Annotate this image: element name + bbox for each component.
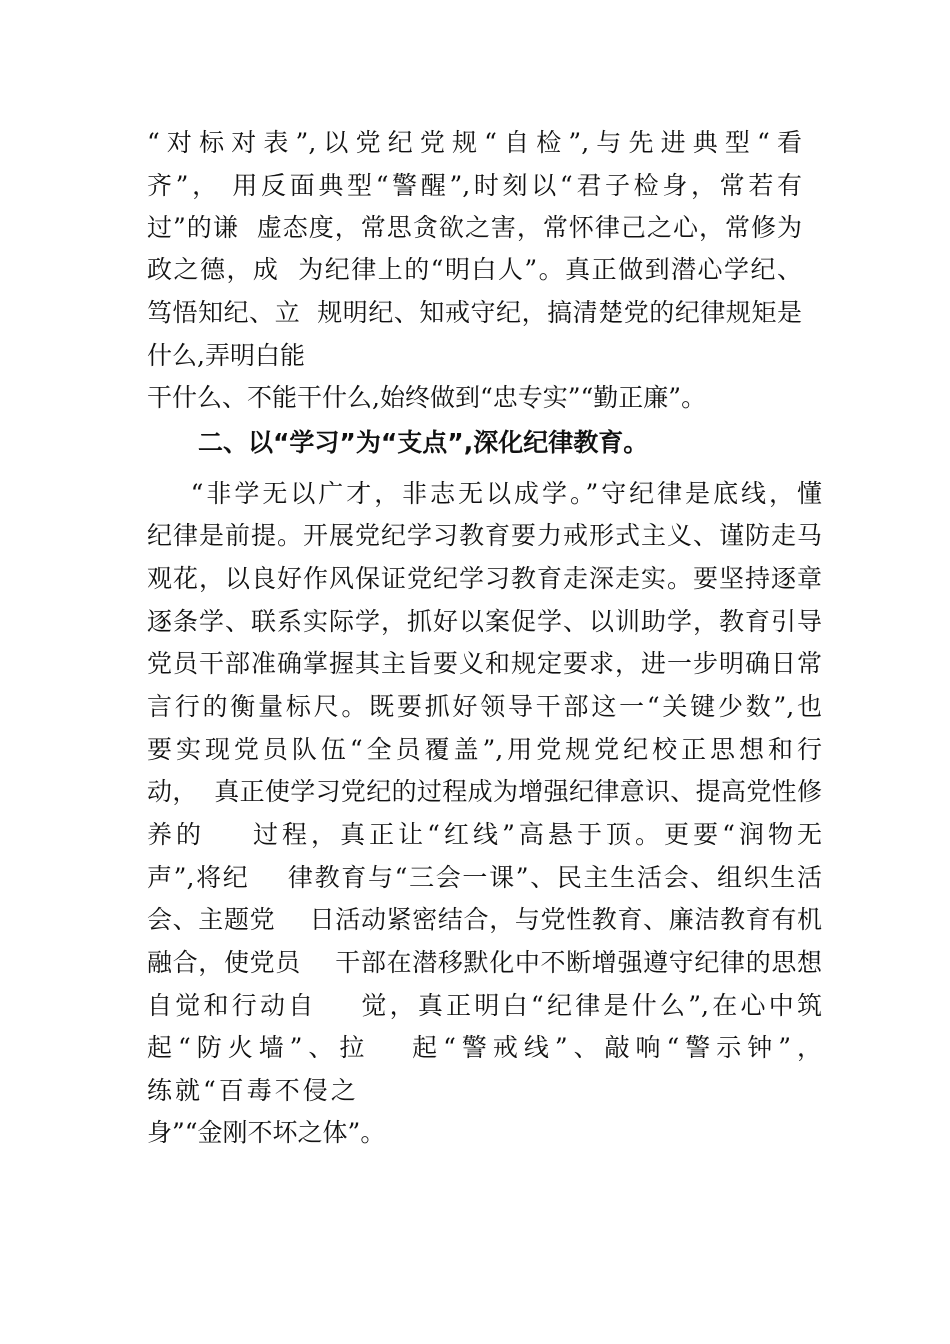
text-line: 融合，使党员 干部在潜移默化中不断增强遵守纪律的思想	[147, 948, 822, 977]
text-line: “对标对表”,以党纪党规“自检”,与先进典型“看	[147, 128, 802, 157]
text-line: 要实现党员队伍“全员覆盖”,用党规党纪校正思想和行	[147, 735, 822, 764]
text-line: 什么,弄明白能	[147, 341, 305, 370]
text-line: 动， 真正使学习党纪的过程成为增强纪律意识、提高党性修	[147, 777, 822, 806]
text-line: 过”的谦 虚态度，常思贪欲之害，常怀律己之心，常修为	[147, 213, 802, 242]
text-line: 身”“金刚不坏之体”。	[147, 1118, 386, 1147]
text-line: 观花，以良好作风保证党纪学习教育走深走实。要坚持逐章	[147, 564, 822, 593]
text-line: 起“防火墙”、拉 起“警戒线”、敲响“警示钟”，	[147, 1033, 822, 1062]
text-line: 自觉和行动自 觉，真正明白“纪律是什么”,在心中筑	[147, 991, 822, 1020]
text-line: “非学无以广才，非志无以成学。”守纪律是底线，懂	[147, 479, 822, 508]
text-line: 养的 过程，真正让“红线”高悬于顶。更要“润物无	[147, 820, 822, 849]
text-line: 齐”， 用反面典型“警醒”,时刻以“君子检身，常若有	[147, 171, 802, 200]
text-line: 干什么、不能干什么,始终做到“忠专实”“勤正廉”。	[147, 383, 707, 412]
text-line: 笃悟知纪、立 规明纪、知戒守纪，搞清楚党的纪律规矩是	[147, 298, 802, 327]
text-line: 政之德，成 为纪律上的“明白人”。真正做到潜心学纪、	[147, 255, 802, 284]
text-line: 逐条学、联系实际学，抓好以案促学、以训助学，教育引导	[147, 607, 822, 636]
text-line: 言行的衡量标尺。既要抓好领导干部这一“关键少数”,也	[147, 692, 822, 721]
text-line: 练就“百毒不侵之	[147, 1076, 359, 1105]
text-line: 会、主题党 日活动紧密结合，与党性教育、廉洁教育有机	[147, 905, 822, 934]
text-line: 党员干部准确掌握其主旨要义和规定要求，进一步明确日常	[147, 649, 822, 678]
text-line: 纪律是前提。开展党纪学习教育要力戒形式主义、谨防走马	[147, 521, 822, 550]
text-line: 声”,将纪 律教育与“三会一课”、民主生活会、组织生活	[147, 863, 822, 892]
section-heading: 二、以“学习”为“支点”,深化纪律教育。	[198, 428, 649, 457]
